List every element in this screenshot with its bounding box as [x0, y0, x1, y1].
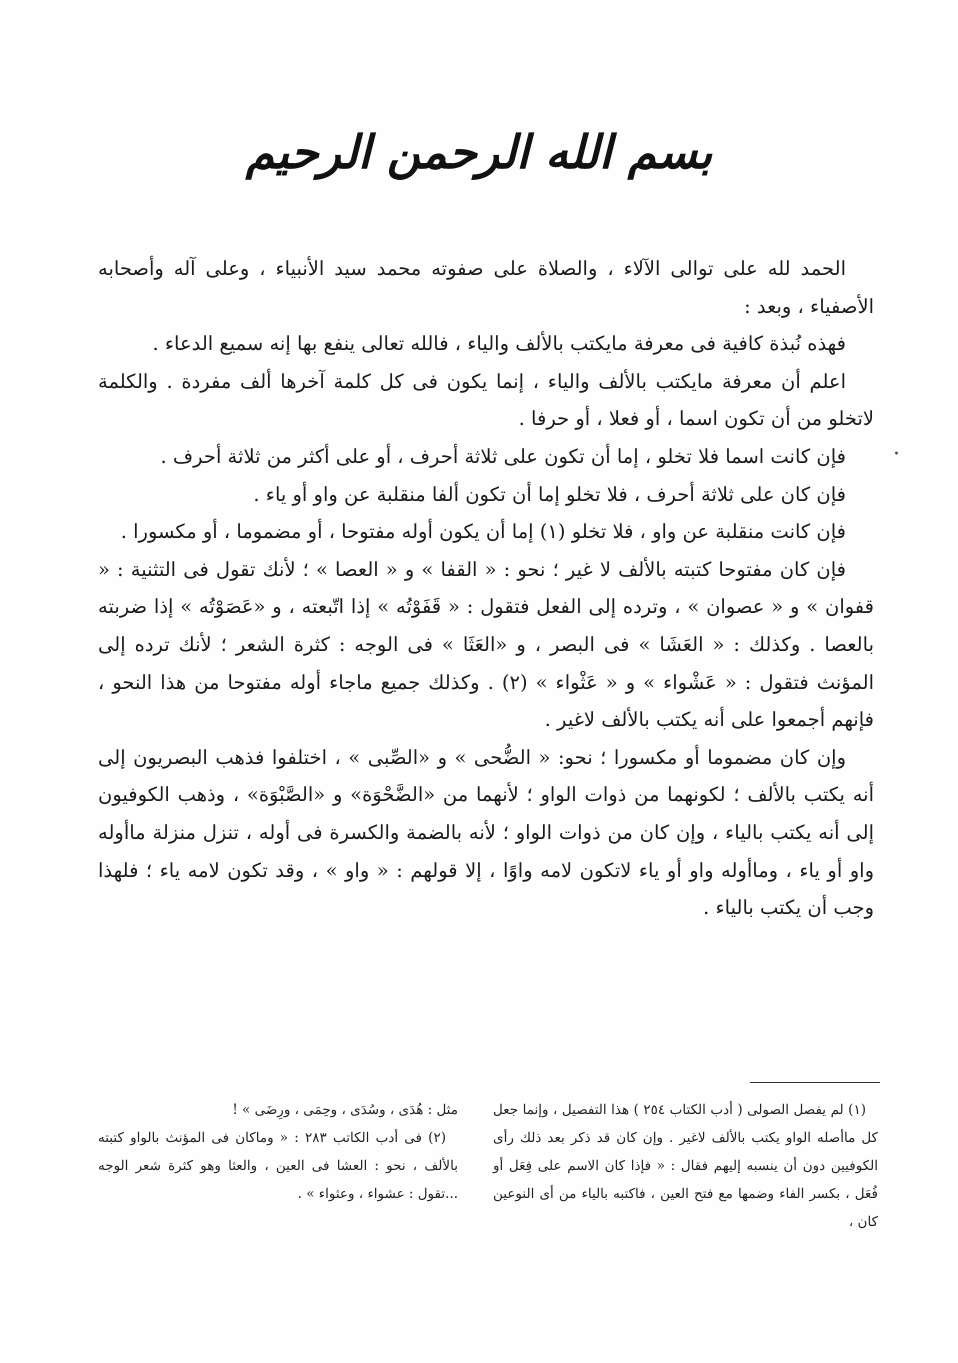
- body-text: [98, 250, 874, 927]
- footnote-divider: [750, 1082, 880, 1083]
- paragraph-opening: الحمد لله على توالى الآلاء ، والصلاة على صفوته محمد سيد الأنبياء ، وعلى آله وأصحابه الأصفياء ، وبعد :: [98, 257, 874, 318]
- paragraph: فهذه نُبذة كافية فى معرفة مايكتب بالألف والياء ، فالله تعالى ينفع بها إنه سميع الدعاء .: [152, 332, 846, 356]
- paragraph: فإن كان مفتوحا كتبته بالألف لا غير ؛ نحو : « القفا » و « العصا » ؛ لأنك تقول فى التثنية : « قفوان » و « عصوان » ، وترده إلى الفعل فتقول : « قَفَوْتُه » إذا اتّبعته ، و «عَصَوْتُه » إذا ضربته بالعصا . وكذلك : « العَشَا » فى البصر ، و «العَثَا » فى الوجه : كثرة الشعر ؛ لأنك ترده إلى المؤنث فتقول : « عَشْواء » و « عَثْواء » (٢) . وكذلك جميع ماجاء أوله مفتوحا من هذا النحو ، فإنهم أجمعوا على أنه يكتب بالألف لاغير .: [98, 557, 874, 732]
- footnote-1: (١) لم يفصل الصولى ( أدب الكتاب ٢٥٤ ) هذا التفصيل ، وإنما جعل كل ماأصله الواو يكتب بالألف لاغير . وإن كان قد ذكر بعد ذلك رأى الكوفيين دون أن ينسبه إليهم فقال : « فإذا كان الاسم على فِعَل أو فُعَل ، بكسر الفاء وضمها مع فتح العين ، فاكتبه بالياء من أى النوعين كان ،: [493, 1102, 878, 1230]
- paragraph: وإن كان مضموما أو مكسورا ؛ نحو: « الضُّحى » و «الصِّبى » ، اختلفوا فذهب البصريون إلى أنه يكتب بالألف ؛ لكونهما من ذوات الواو ؛ لأنهما من «الضَّحْوَة» و «الصَّبْوَة» ، وذهب الكوفيون إلى أنه يكتب بالياء ، وإن كان من ذوات الواو ؛ لأنه بالضمة والكسرة فى أوله ، تنزل منزلة ماأوله واو أو ياء ، وماأوله واو أو ياء لاتكون لامه واوًا ، إلا قولهم : « واو » ، وقد تكون لامه ياء ؛ فلهذا وجب أن يكتب بالياء .: [98, 745, 874, 920]
- footnote-2: (٢) فى أدب الكاتب ٢٨٣ : « وماكان فى المؤنث بالواو كتبته بالألف ، نحو : العشا فى العين ، والعثا وهو كثرة شعر الوجه ...تقول : عشواء ، وعثواء » .: [98, 1130, 458, 1202]
- paragraph: اعلم أن معرفة مايكتب بالألف والياء ، إنما يكون فى كل كلمة آخرها ألف مفردة . والكلمة لاتخلو من أن تكون اسما ، أو فعلا ، أو حرفا .: [98, 369, 874, 431]
- footnote-1-continuation: مثل : هُدَى ، وسُدَى ، وحِمَى ، ورِضَى » !: [232, 1102, 458, 1118]
- margin-mark: ·: [893, 442, 900, 467]
- paragraph: فإن كان على ثلاثة أحرف ، فلا تخلو إما أن تكون ألفا منقلبة عن واو أو ياء .: [253, 482, 846, 506]
- footnote-column-right: [493, 1096, 878, 1236]
- footnote-column-left: [98, 1096, 458, 1208]
- basmala-heading: بسم الله الرحمن الرحيم: [245, 125, 713, 179]
- paragraph: فإن كانت منقلبة عن واو ، فلا تخلو (١) إما أن يكون أوله مفتوحا ، أو مضموما ، أو مكسورا .: [120, 520, 846, 544]
- footnotes: [98, 1096, 878, 1266]
- paragraph: فإن كانت اسما فلا تخلو ، إما أن تكون على ثلاثة أحرف ، أو على أكثر من ثلاثة أحرف .: [160, 444, 846, 468]
